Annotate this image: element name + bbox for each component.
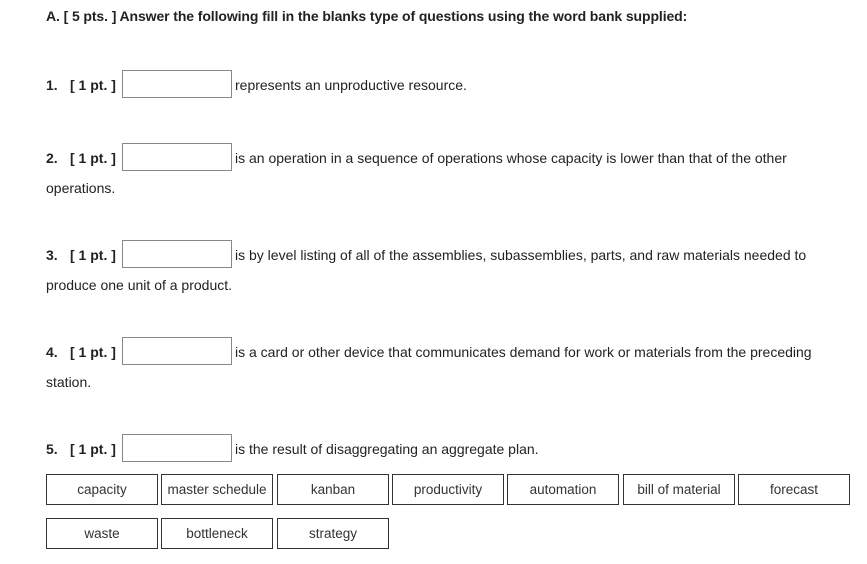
section-heading: A. [ 5 pts. ] Answer the following fill in the blanks type of questions using the word bank supplied: [46,8,688,24]
word-bank-item[interactable]: master schedule [161,474,273,505]
question-points: [ 1 pt. ] [70,150,116,166]
question-text: represents an unproductive resource. [235,77,467,93]
word-bank-item[interactable]: capacity [46,474,158,505]
question-number: 2. [46,150,58,166]
question-5 [46,434,858,464]
word-bank-item[interactable]: bill of material [623,474,735,505]
question-3 [46,240,858,300]
question-points: [ 1 pt. ] [70,247,116,263]
question-number: 4. [46,344,58,360]
word-bank-item[interactable]: waste [46,518,158,549]
word-bank-item[interactable]: strategy [277,518,389,549]
word-bank-item[interactable]: bottleneck [161,518,273,549]
question-text: is a card or other device that communicates demand for work or materials from the preceding station. [46,344,812,390]
question-text: is by level listing of all of the assemblies, subassemblies, parts, and raw materials needed to produce one unit of a product. [46,247,807,293]
word-bank-item[interactable]: productivity [392,474,504,505]
question-4 [46,337,858,397]
answer-blank-2[interactable] [122,143,232,171]
question-number: 3. [46,247,58,263]
question-points: [ 1 pt. ] [70,344,116,360]
word-bank-item[interactable]: automation [507,474,619,505]
question-points: [ 1 pt. ] [70,441,116,457]
word-bank-item[interactable]: kanban [277,474,389,505]
word-bank-item[interactable]: forecast [738,474,850,505]
answer-blank-1[interactable] [122,70,232,98]
question-points: [ 1 pt. ] [70,77,116,93]
question-number: 1. [46,77,58,93]
question-text: is an operation in a sequence of operations whose capacity is lower than that of the other operations. [46,150,787,196]
answer-blank-3[interactable] [122,240,232,268]
answer-blank-5[interactable] [122,434,232,462]
question-2 [46,143,858,203]
question-number: 5. [46,441,58,457]
question-text: is the result of disaggregating an aggregate plan. [235,441,539,457]
answer-blank-4[interactable] [122,337,232,365]
question-1 [46,70,858,100]
